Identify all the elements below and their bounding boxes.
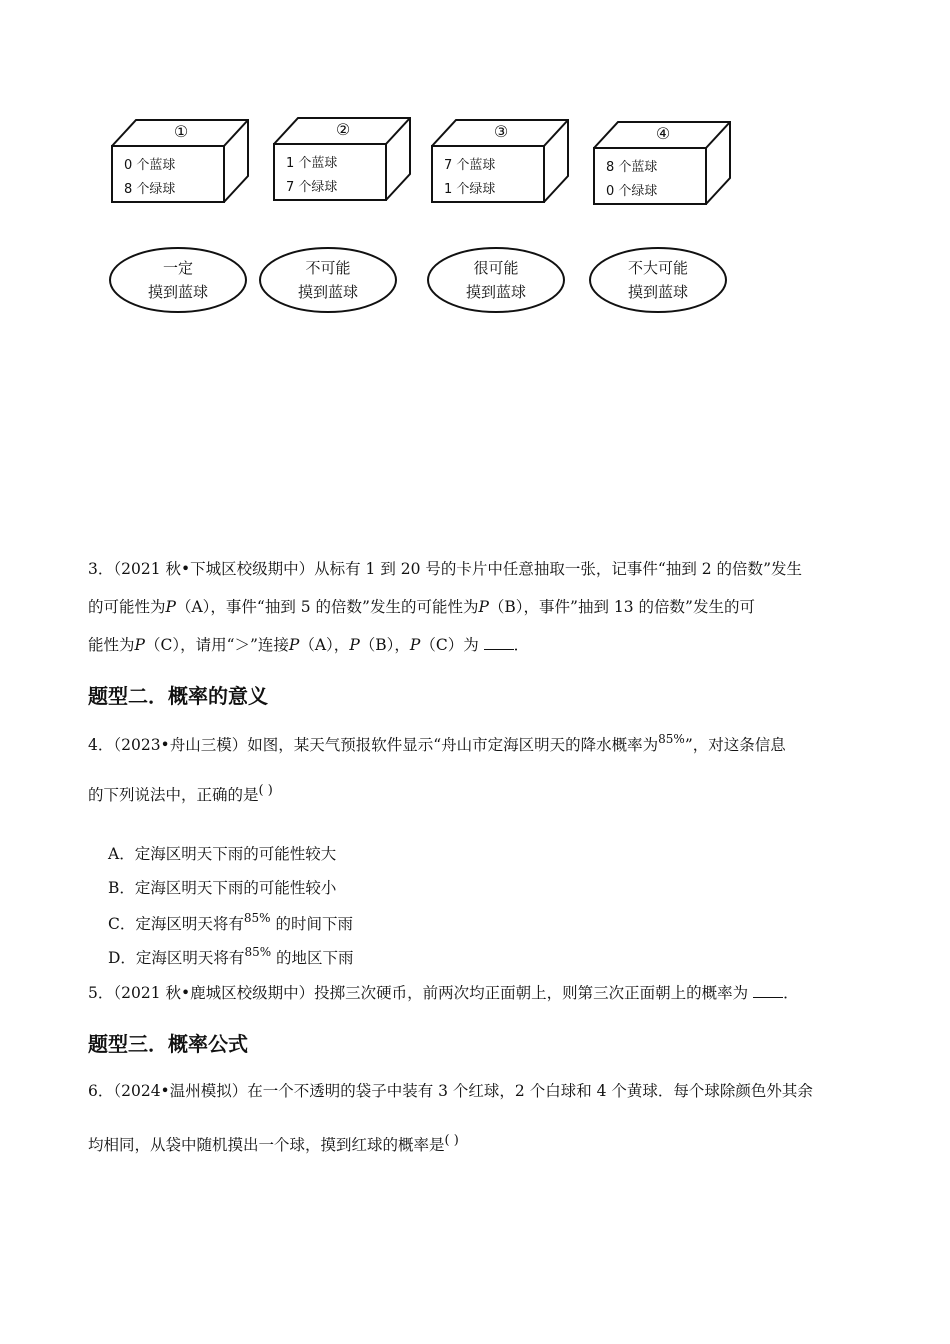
q3-text: （B），事件”抽到 13 的倍数”发生的可 (488, 598, 755, 616)
answer-parentheses[interactable]: ( ) (258, 783, 273, 798)
oval-label-bottom: 摸到蓝球 (297, 283, 358, 301)
percent-value: 85% (243, 911, 271, 925)
question-6-line-1: 6．（2024•温州模拟）在一个不透明的袋子中装有 3 个红球，2 个白球和 4 个黄球．每个球除颜色外其余 (88, 1082, 813, 1100)
box-blue-count: 7 个蓝球 (444, 158, 496, 173)
box-blue-count: 0 个蓝球 (124, 158, 176, 173)
box-number: ③ (493, 122, 509, 141)
box-1 (114, 108, 264, 198)
oval-1 (110, 247, 246, 313)
q3-text: ． (513, 636, 530, 654)
q6-text: 均相同，从袋中随机摸出一个球，摸到红球的概率是 (88, 1136, 445, 1154)
question-3 (88, 550, 868, 664)
box-3 (434, 108, 584, 198)
box-4 (596, 110, 746, 200)
option-d (108, 946, 354, 968)
answer-parentheses[interactable]: ( ) (444, 1133, 459, 1148)
box-number: ① (173, 122, 189, 141)
question-3-line-2 (88, 588, 868, 626)
q3-text: （C）为 (420, 636, 479, 654)
q3-text: 能性为 (88, 636, 135, 654)
oval-label-top: 一定 (162, 259, 193, 277)
oval-label-bottom: 摸到蓝球 (147, 283, 208, 301)
oval-label-top: 不可能 (305, 259, 351, 277)
oval-label-top: 很可能 (473, 259, 519, 277)
oval-3 (428, 247, 564, 313)
section-heading-2: 题型二．概率的意义 (88, 684, 268, 708)
box-blue-count: 8 个蓝球 (606, 160, 658, 175)
p-symbol: P (288, 636, 300, 654)
question-6-line-2 (88, 1126, 868, 1166)
p-symbol: P (409, 636, 421, 654)
question-4 (88, 726, 868, 765)
option-a: A．定海区明天下雨的可能性较大 (108, 845, 337, 863)
oval-4 (590, 247, 726, 313)
q3-text: 的可能性为 (88, 598, 166, 616)
probability-figure (100, 108, 740, 318)
question-4-line-2 (88, 776, 868, 816)
box-number: ② (335, 120, 351, 139)
question-4-line-1 (88, 726, 868, 765)
q4-text: 的下列说法中，正确的是 (88, 786, 259, 804)
option-text: 的地区下雨 (276, 949, 354, 967)
question-3-line-1: 3．（2021 秋•下城区校级期中）从标有 1 到 20 号的卡片中任意抽取一张，记事件“抽到 2 的倍数”发生 (88, 560, 802, 578)
answer-blank[interactable] (484, 635, 514, 650)
p-symbol: P (478, 598, 489, 616)
q3-text: （C），请用“＞”连接 (144, 636, 289, 654)
answer-blank[interactable] (753, 983, 783, 998)
q3-text: （A）， (299, 636, 350, 654)
question-3-line-3 (88, 626, 868, 664)
oval-label-top: 不大可能 (627, 259, 688, 277)
box-green-count: 7 个绿球 (286, 180, 338, 195)
box-green-count: 1 个绿球 (444, 182, 496, 197)
oval-label-bottom: 摸到蓝球 (465, 283, 526, 301)
percent-value: 85% (244, 945, 272, 959)
box-number: ④ (655, 124, 671, 143)
p-symbol: P (165, 598, 176, 616)
box-green-count: 0 个绿球 (606, 184, 658, 199)
p-symbol: P (134, 636, 145, 654)
box-blue-count: 1 个蓝球 (286, 156, 338, 171)
oval-2 (260, 247, 396, 313)
option-text: D．定海区明天将有 (108, 949, 245, 967)
box-2 (276, 106, 426, 196)
option-text: C．定海区明天将有 (108, 915, 244, 933)
option-b: B．定海区明天下雨的可能性较小 (108, 879, 337, 897)
q4-text: ”，对这条信息 (684, 736, 786, 754)
question-5 (88, 974, 868, 1012)
q3-text: （B）， (359, 636, 410, 654)
q5-text: 5．（2021 秋•鹿城区校级期中）投掷三次硬币，前两次均正面朝上，则第三次正面朝上的概率为 (88, 984, 749, 1002)
p-symbol: P (349, 636, 360, 654)
q4-text: 4．（2023•舟山三模）如图，某天气预报软件显示“舟山市定海区明天的降水概率为 (88, 736, 659, 754)
option-text: 的时间下雨 (275, 915, 353, 933)
oval-label-bottom: 摸到蓝球 (627, 283, 688, 301)
option-c (108, 912, 353, 934)
q3-text: （A），事件“抽到 5 的倍数”发生的可能性为 (175, 598, 479, 616)
q5-text: ． (783, 984, 799, 1002)
percent-value: 85% (658, 732, 685, 746)
box-green-count: 8 个绿球 (124, 182, 176, 197)
section-heading-3: 题型三．概率公式 (88, 1032, 248, 1056)
